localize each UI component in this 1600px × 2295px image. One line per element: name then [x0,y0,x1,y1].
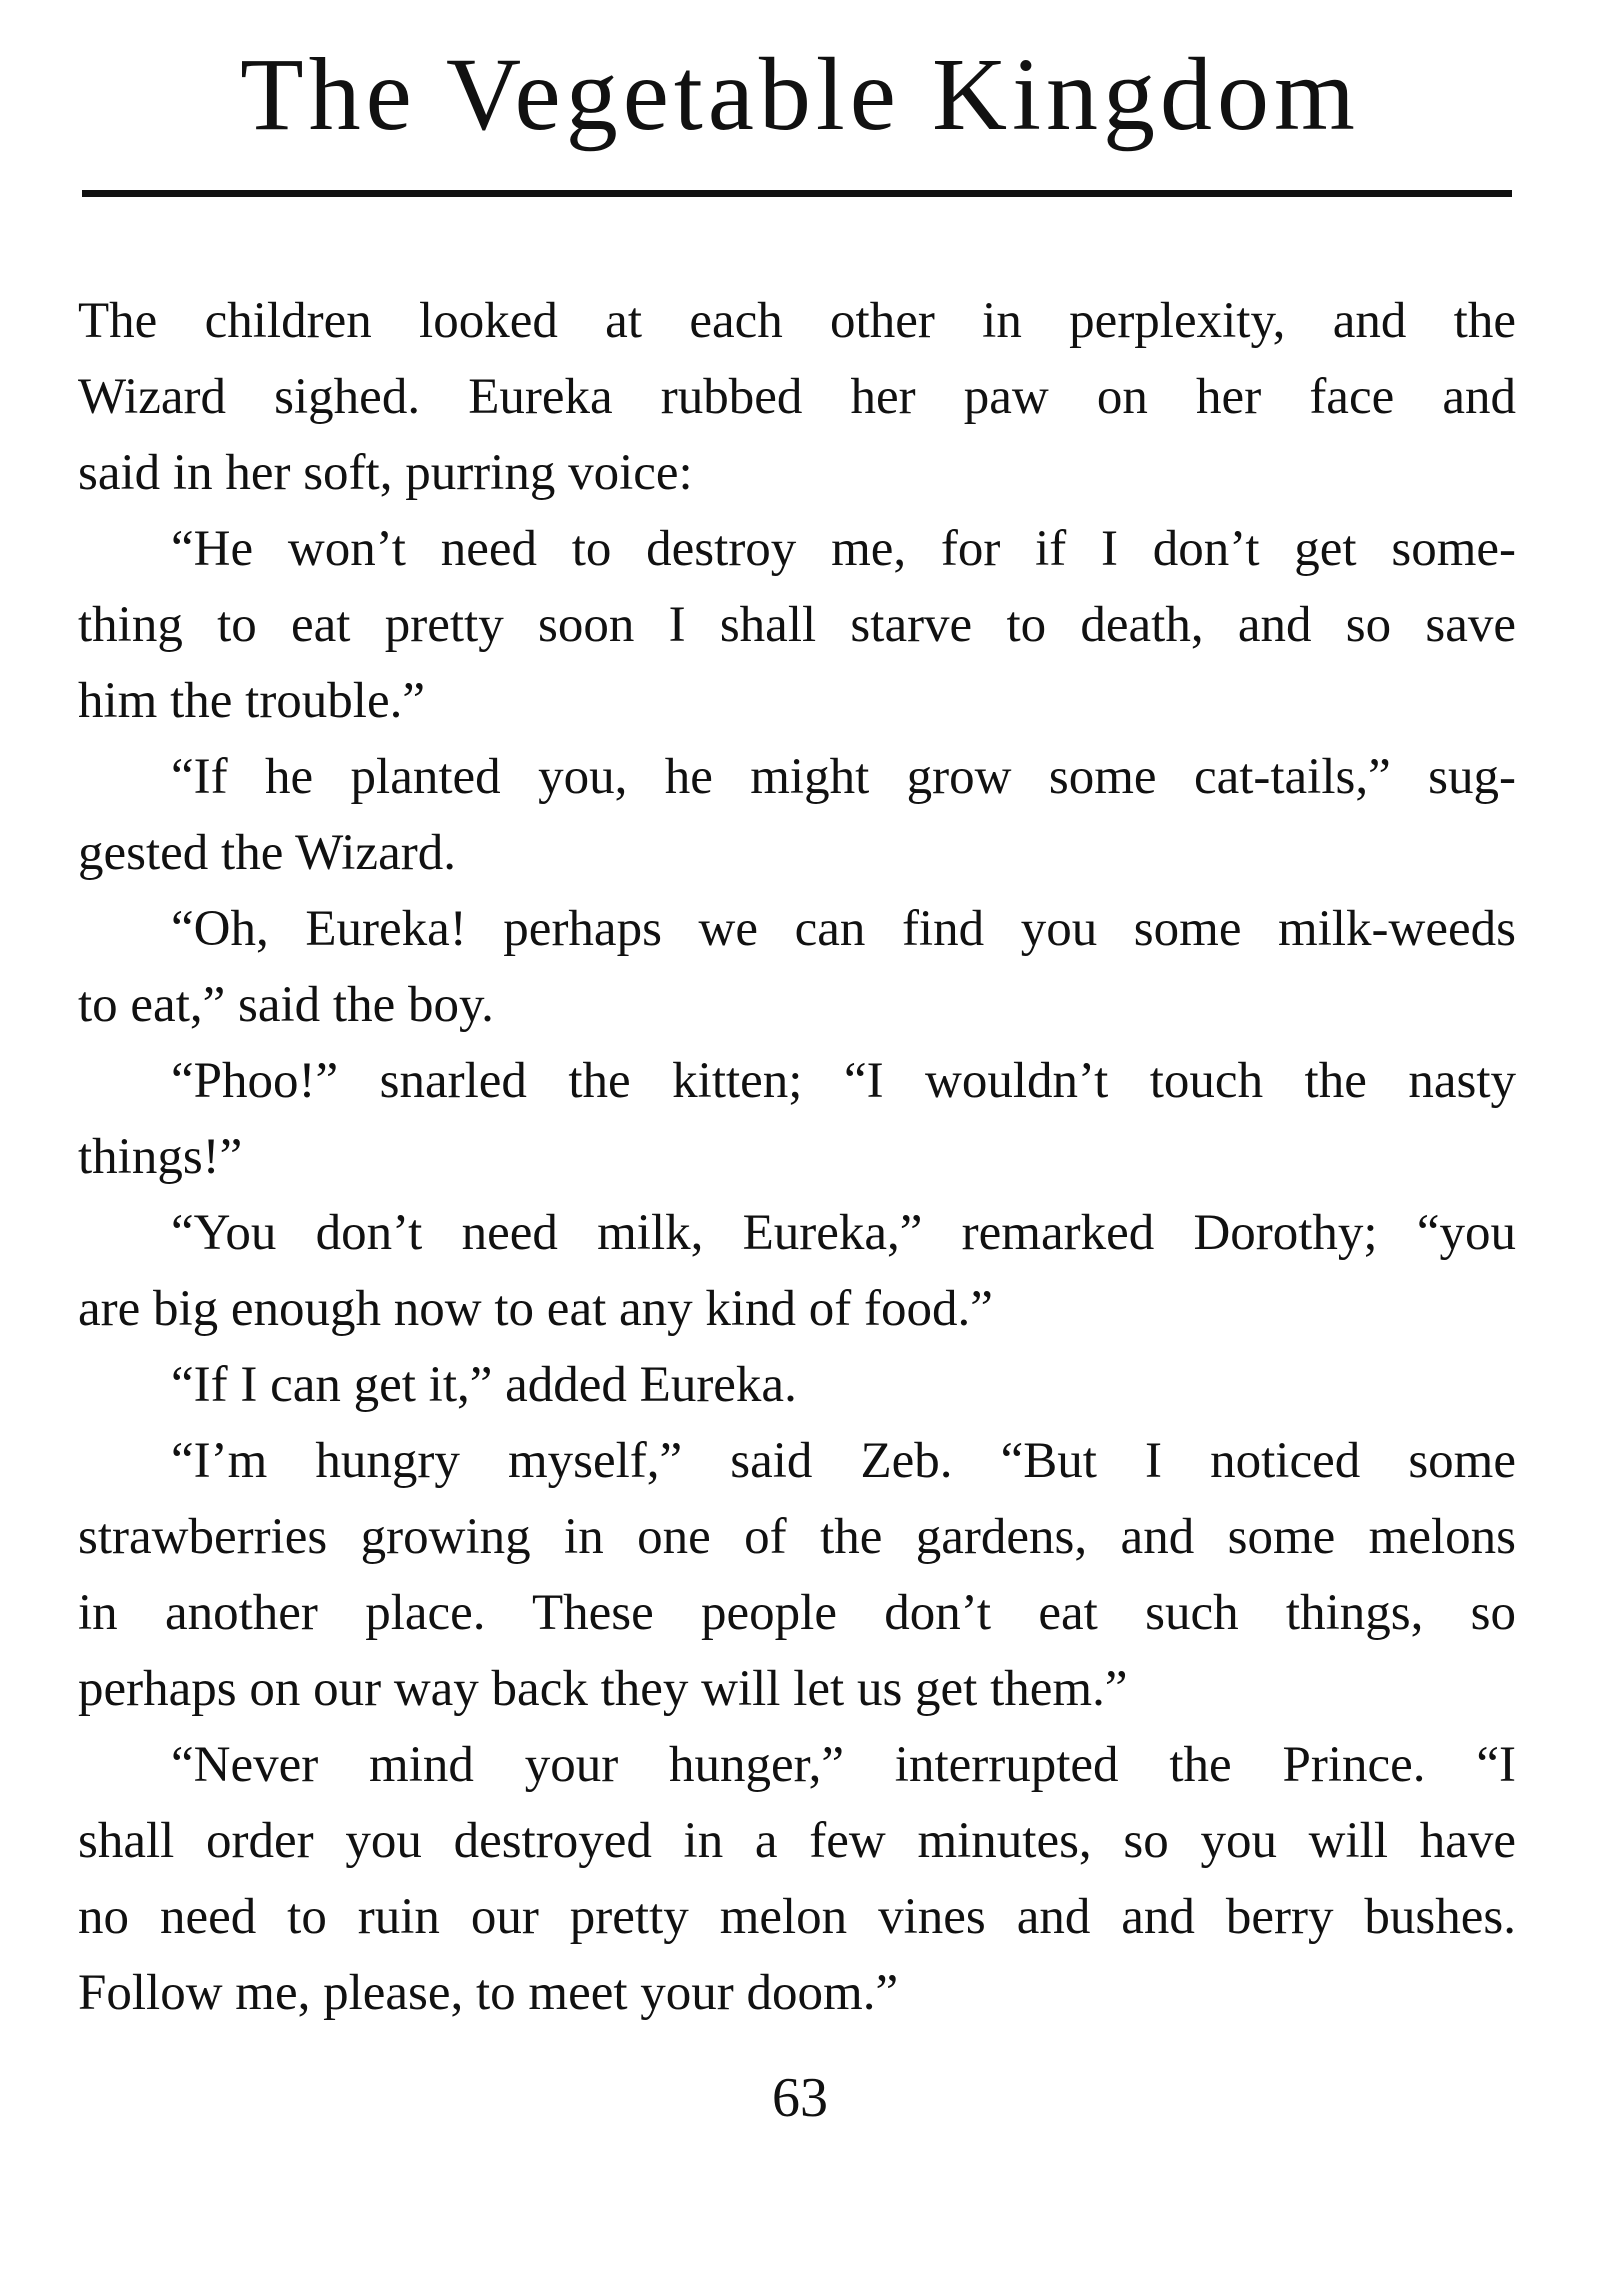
body-text [78,283,1516,2031]
running-head: The Vegetable Kingdom [240,37,1360,152]
text-line: “If he planted you, he might grow some cat-tails,” sug- [171,749,1516,805]
text-line: thing to eat pretty soon I shall starve to death, and so save [78,597,1516,653]
text-line: to eat,” said the boy. [78,977,494,1033]
text-line: “Phoo!” snarled the kitten; “I wouldn’t touch the nasty [171,1053,1516,1109]
text-line: no need to ruin our pretty melon vines and and berry bushes. [78,1889,1516,1945]
text-line: said in her soft, purring voice: [78,445,693,501]
text-line: Wizard sighed. Eureka rubbed her paw on her face and [78,369,1516,425]
text-line: are big enough now to eat any kind of food.” [78,1281,993,1337]
text-line: “If I can get it,” added Eureka. [171,1357,797,1413]
text-line: in another place. These people don’t eat such things, so [78,1585,1516,1641]
text-line: “You don’t need milk, Eureka,” remarked Dorothy; “you [171,1205,1516,1261]
text-line: things!” [78,1129,243,1185]
text-line: The children looked at each other in perplexity, and the [78,293,1516,349]
page-number: 63 [772,2067,828,2129]
text-line: Follow me, please, to meet your doom.” [78,1965,899,2021]
text-line: him the trouble.” [78,673,425,729]
header-rule [82,190,1512,197]
text-line: “I’m hungry myself,” said Zeb. “But I noticed some [171,1433,1516,1489]
text-line: perhaps on our way back they will let us get them.” [78,1661,1128,1717]
text-line: “Never mind your hunger,” interrupted the Prince. “I [171,1737,1516,1793]
text-line: strawberries growing in one of the gardens, and some melons [78,1509,1516,1565]
text-line: “He won’t need to destroy me, for if I don’t get some- [171,521,1516,577]
text-line: shall order you destroyed in a few minutes, so you will have [78,1813,1516,1869]
text-line: gested the Wizard. [78,825,456,881]
text-line: “Oh, Eureka! perhaps we can find you some milk-weeds [171,901,1516,957]
